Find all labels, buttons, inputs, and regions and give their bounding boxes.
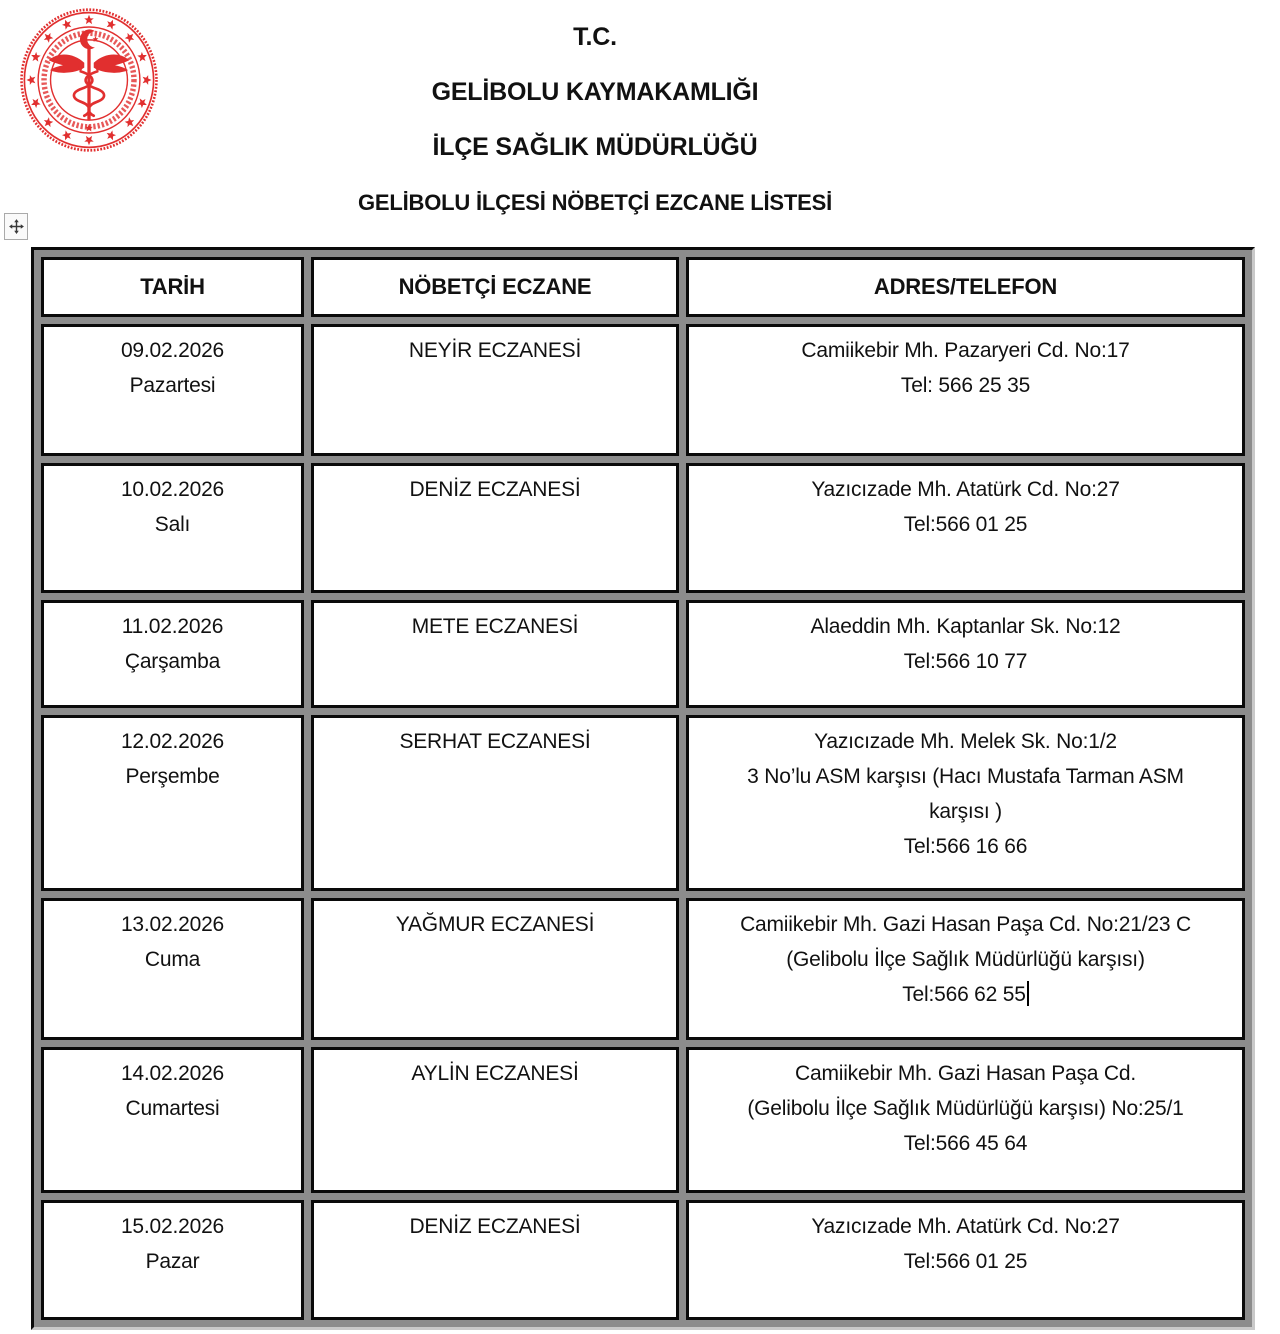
day-text: Çarşamba — [124, 650, 221, 673]
pharmacy-name: AYLİN ECZANESİ — [411, 1062, 579, 1085]
pharmacy-cell[interactable] — [311, 715, 679, 891]
pharmacy-name: SERHAT ECZANESİ — [399, 730, 591, 753]
column-header-nobetci-eczane[interactable]: NÖBETÇİ ECZANE — [311, 257, 679, 317]
address-cell[interactable] — [686, 1200, 1245, 1320]
table-move-handle[interactable] — [4, 213, 28, 240]
date-text: 12.02.2026 — [120, 730, 225, 753]
day-text: Pazar — [145, 1250, 200, 1273]
table-row — [41, 1200, 1245, 1320]
text-cursor — [1027, 981, 1029, 1006]
address-line-text: Tel:566 62 55 — [902, 983, 1026, 1006]
address-line-text: Camiikebir Mh. Gazi Hasan Paşa Cd. No:21/23 C — [740, 913, 1191, 936]
address-cell[interactable] — [686, 463, 1245, 593]
address-line — [693, 1091, 1238, 1126]
address-line-text: 3 No’lu ASM karşısı (Hacı Mustafa Tarman ASM — [747, 765, 1184, 788]
doc-title-tc[interactable]: T.C. — [573, 23, 617, 51]
address-line-text: Yazıcızade Mh. Atatürk Cd. No:27 — [811, 478, 1120, 501]
pharmacy-name: DENİZ ECZANESİ — [409, 1215, 581, 1238]
pharmacy-cell[interactable] — [311, 898, 679, 1040]
date-text: 15.02.2026 — [120, 1215, 225, 1238]
day-text: Pazartesi — [129, 374, 216, 397]
pharmacy-name: NEYİR ECZANESİ — [408, 339, 582, 362]
address-line-text: Camiikebir Mh. Pazaryeri Cd. No:17 — [801, 339, 1130, 362]
table-row — [41, 600, 1245, 708]
address-line — [693, 829, 1238, 864]
address-cell[interactable] — [686, 600, 1245, 708]
date-cell[interactable] — [41, 324, 304, 456]
address-line-text: (Gelibolu İlçe Sağlık Müdürlüğü karşısı) — [786, 948, 1145, 971]
address-line-text: karşısı ) — [929, 800, 1002, 823]
address-line — [693, 644, 1238, 679]
pharmacy-name: METE ECZANESİ — [411, 615, 579, 638]
table-row — [41, 324, 1245, 456]
date-text: 11.02.2026 — [121, 615, 224, 638]
doc-title-mudurluk[interactable]: İLÇE SAĞLIK MÜDÜRLÜĞÜ — [432, 133, 758, 161]
pharmacy-cell[interactable] — [311, 463, 679, 593]
address-cell[interactable] — [686, 715, 1245, 891]
doc-title-kaymakamlik[interactable]: GELİBOLU KAYMAKAMLIĞI — [431, 78, 759, 106]
table-row — [41, 715, 1245, 891]
doc-title-liste[interactable]: GELİBOLU İLÇESİ NÖBETÇİ EZCANE LİSTESİ — [358, 190, 832, 215]
address-line — [693, 977, 1238, 1012]
pharmacy-cell[interactable] — [311, 600, 679, 708]
pharmacy-cell[interactable] — [311, 1047, 679, 1193]
address-line-text: Tel:566 16 66 — [903, 835, 1028, 858]
address-line — [693, 907, 1238, 942]
day-text: Salı — [154, 513, 191, 536]
date-cell[interactable] — [41, 898, 304, 1040]
address-line — [693, 1209, 1238, 1244]
address-line-text: Alaeddin Mh. Kaptanlar Sk. No:12 — [810, 615, 1121, 638]
pharmacy-name: YAĞMUR ECZANESİ — [395, 913, 595, 936]
table-row — [41, 1047, 1245, 1193]
date-cell[interactable] — [41, 1200, 304, 1320]
date-text: 14.02.2026 — [120, 1062, 225, 1085]
column-header-adres-telefon[interactable]: ADRES/TELEFON — [686, 257, 1245, 317]
address-line — [693, 368, 1238, 403]
date-cell[interactable] — [41, 1047, 304, 1193]
address-line-text: Camiikebir Mh. Gazi Hasan Paşa Cd. — [795, 1062, 1136, 1085]
address-line — [693, 794, 1238, 829]
address-line-text: Tel:566 10 77 — [903, 650, 1028, 673]
address-cell[interactable] — [686, 898, 1245, 1040]
date-cell[interactable] — [41, 715, 304, 891]
address-line — [693, 609, 1238, 644]
address-line — [693, 1244, 1238, 1279]
address-line — [693, 942, 1238, 977]
address-line-text: Tel:566 01 25 — [903, 1250, 1028, 1273]
pharmacy-name: DENİZ ECZANESİ — [409, 478, 581, 501]
header-row — [41, 257, 1245, 317]
table-row — [41, 898, 1245, 1040]
address-line — [693, 507, 1238, 542]
table-row — [41, 463, 1245, 593]
pharmacy-cell[interactable] — [311, 1200, 679, 1320]
move-cross-icon — [8, 218, 25, 235]
address-line-text: (Gelibolu İlçe Sağlık Müdürlüğü karşısı) No:25/1 — [747, 1097, 1184, 1120]
address-line-text: Tel:566 01 25 — [903, 513, 1028, 536]
address-line — [693, 1056, 1238, 1091]
day-text: Cumartesi — [125, 1097, 220, 1120]
address-cell[interactable] — [686, 324, 1245, 456]
date-text: 09.02.2026 — [120, 339, 225, 362]
address-line-text: Tel: 566 25 35 — [900, 374, 1031, 397]
date-text: 10.02.2026 — [120, 478, 225, 501]
address-line — [693, 724, 1238, 759]
day-text: Cuma — [144, 948, 201, 971]
address-line — [693, 472, 1238, 507]
document-heading — [0, 10, 1190, 230]
address-line — [693, 333, 1238, 368]
address-line-text: Yazıcızade Mh. Atatürk Cd. No:27 — [811, 1215, 1120, 1238]
pharmacy-duty-table — [31, 247, 1255, 1330]
address-line-text: Tel:566 45 64 — [903, 1132, 1028, 1155]
date-text: 13.02.2026 — [120, 913, 225, 936]
address-line — [693, 759, 1238, 794]
pharmacy-cell[interactable] — [311, 324, 679, 456]
address-cell[interactable] — [686, 1047, 1245, 1193]
date-cell[interactable] — [41, 463, 304, 593]
address-line — [693, 1126, 1238, 1161]
day-text: Perşembe — [125, 765, 220, 788]
pharmacy-table-body — [41, 324, 1245, 1320]
date-cell[interactable] — [41, 600, 304, 708]
address-line-text: Yazıcızade Mh. Melek Sk. No:1/2 — [814, 730, 1117, 753]
column-header-tarih[interactable]: TARİH — [41, 257, 304, 317]
